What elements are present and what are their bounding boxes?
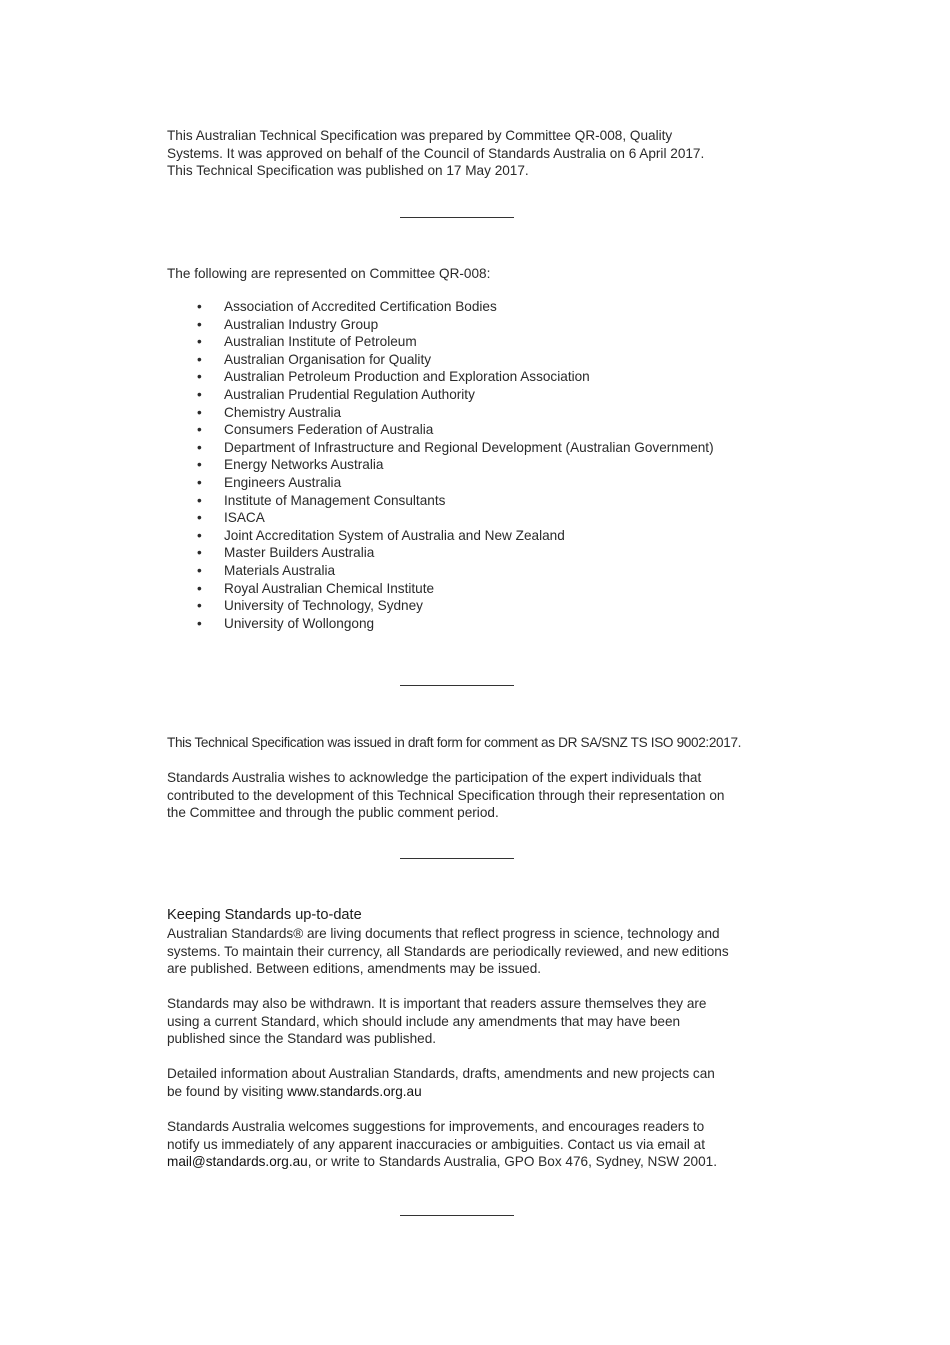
- committee-member-item: [167, 474, 714, 492]
- committee-member-item: [167, 456, 714, 474]
- ack-line-3: the Committee and through the public comment period.: [167, 805, 499, 820]
- p4-line-3-suffix: , or write to Standards Australia, GPO Box 476, Sydney, NSW 2001.: [307, 1154, 718, 1169]
- bullet-icon: •: [197, 334, 202, 350]
- website-link[interactable]: www.standards.org.au: [287, 1083, 422, 1099]
- committee-member-item: [167, 298, 714, 316]
- bullet-icon: •: [197, 580, 202, 596]
- p1-line-2: systems. To maintain their currency, all Standards are periodically reviewed, and new editions: [167, 943, 729, 959]
- section-divider: [400, 858, 514, 859]
- committee-member-item: [167, 580, 714, 598]
- committee-member-item: [167, 544, 714, 562]
- committee-member-name: Australian Organisation for Quality: [224, 351, 432, 367]
- section-divider: [400, 217, 514, 218]
- committee-member-name: Master Builders Australia: [224, 545, 375, 561]
- committee-member-name: Australian Prudential Regulation Authority: [224, 386, 475, 402]
- bullet-icon: •: [197, 457, 202, 473]
- bullet-icon: •: [197, 404, 202, 420]
- committee-member-name: Australian Industry Group: [224, 316, 379, 332]
- bullet-icon: •: [197, 351, 202, 367]
- committee-lead: [167, 265, 757, 283]
- bullet-icon: •: [197, 316, 202, 332]
- ack-line-1: Standards Australia wishes to acknowledge the participation of the expert individuals that: [167, 770, 702, 785]
- committee-member-name: Joint Accreditation System of Australia and New Zealand: [224, 527, 565, 543]
- bullet-icon: •: [197, 299, 202, 314]
- p3-line-1: Detailed information about Australian Standards, drafts, amendments and new projects can: [167, 1066, 715, 1081]
- acknowledgement-paragraph: [167, 769, 757, 822]
- committee-member-item: [167, 562, 714, 580]
- bullet-icon: •: [197, 474, 202, 490]
- committee-member-item: [167, 386, 714, 404]
- bullet-icon: •: [197, 492, 202, 508]
- committee-member-name: Royal Australian Chemical Institute: [224, 580, 435, 596]
- bullet-icon: •: [197, 545, 202, 561]
- committee-member-name: University of Wollongong: [224, 615, 375, 631]
- p4-line-2: notify us immediately of any apparent inaccuracies or ambiguities. Contact us via email at: [167, 1136, 705, 1152]
- bullet-icon: •: [197, 562, 202, 578]
- section-divider: [400, 1215, 514, 1216]
- uptodate-paragraph-1: [167, 925, 757, 978]
- p2-line-3: published since the Standard was published.: [167, 1031, 437, 1046]
- section-divider: [400, 685, 514, 686]
- committee-member-item: [167, 333, 714, 351]
- p2-line-1: Standards may also be withdrawn. It is important that readers assure themselves they are: [167, 996, 707, 1011]
- committee-member-item: [167, 316, 714, 334]
- uptodate-paragraph-3: [167, 1065, 757, 1100]
- committee-member-item: [167, 421, 714, 439]
- committee-member-item: [167, 439, 714, 457]
- draft-paragraph: [167, 734, 757, 752]
- intro-line-2: Systems. It was approved on behalf of the Council of Standards Australia on 6 April 2017.: [167, 145, 705, 161]
- committee-member-list: [167, 298, 714, 632]
- committee-member-item: [167, 351, 714, 369]
- bullet-icon: •: [197, 439, 202, 455]
- email-link[interactable]: mail@standards.org.au: [167, 1154, 308, 1169]
- bullet-icon: •: [197, 598, 202, 614]
- p1-line-3: are published. Between editions, amendments may be issued.: [167, 961, 542, 976]
- committee-member-name: Chemistry Australia: [224, 404, 342, 420]
- committee-member-item: [167, 509, 714, 527]
- committee-member-item: [167, 615, 714, 633]
- intro-line-1: This Australian Technical Specification was prepared by Committee QR-008, Quality: [167, 128, 673, 143]
- bullet-icon: •: [197, 422, 202, 438]
- p3-line-2-prefix: be found by visiting: [167, 1083, 288, 1099]
- committee-member-name: Department of Infrastructure and Regional Development (Australian Government): [224, 439, 714, 455]
- p3-line-2: [167, 1083, 757, 1101]
- committee-lead-text: The following are represented on Committee QR-008:: [167, 266, 491, 281]
- committee-member-name: Australian Institute of Petroleum: [224, 334, 417, 350]
- intro-paragraph: [167, 127, 757, 180]
- committee-member-name: Australian Petroleum Production and Exploration Association: [224, 369, 590, 385]
- committee-member-item: [167, 404, 714, 422]
- intro-line-3: This Technical Specification was published on 17 May 2017.: [167, 163, 529, 178]
- committee-member-name: Engineers Australia: [224, 474, 342, 490]
- bullet-icon: •: [197, 386, 202, 402]
- draft-issued-text: This Technical Specification was issued in draft form for comment as DR SA/SNZ TS ISO 9002:2017.: [167, 735, 742, 750]
- committee-member-name: University of Technology, Sydney: [224, 598, 423, 614]
- committee-member-item: [167, 597, 714, 615]
- committee-member-name: Institute of Management Consultants: [224, 492, 446, 508]
- committee-member-item: [167, 368, 714, 386]
- committee-member-name: Consumers Federation of Australia: [224, 422, 434, 438]
- bullet-icon: •: [197, 369, 202, 385]
- bullet-icon: •: [197, 615, 202, 631]
- committee-member-name: Association of Accredited Certification Bodies: [224, 299, 497, 314]
- ack-line-2: contributed to the development of this Technical Specification through their representation on: [167, 787, 725, 803]
- p1-line-1: Australian Standards® are living documents that reflect progress in science, technology and: [167, 926, 720, 941]
- committee-member-name: ISACA: [224, 510, 265, 526]
- uptodate-paragraph-2: [167, 995, 757, 1048]
- p4-line-1: Standards Australia welcomes suggestions for improvements, and encourages readers to: [167, 1119, 705, 1134]
- p4-line-3: [167, 1153, 757, 1171]
- bullet-icon: •: [197, 527, 202, 543]
- committee-member-item: [167, 492, 714, 510]
- committee-member-name: Materials Australia: [224, 562, 336, 578]
- committee-member-name: Energy Networks Australia: [224, 457, 384, 473]
- bullet-icon: •: [197, 510, 202, 526]
- uptodate-heading: Keeping Standards up-to-date: [167, 907, 362, 923]
- committee-member-item: [167, 527, 714, 545]
- p2-line-2: using a current Standard, which should include any amendments that may have been: [167, 1013, 681, 1029]
- uptodate-paragraph-4: [167, 1118, 757, 1171]
